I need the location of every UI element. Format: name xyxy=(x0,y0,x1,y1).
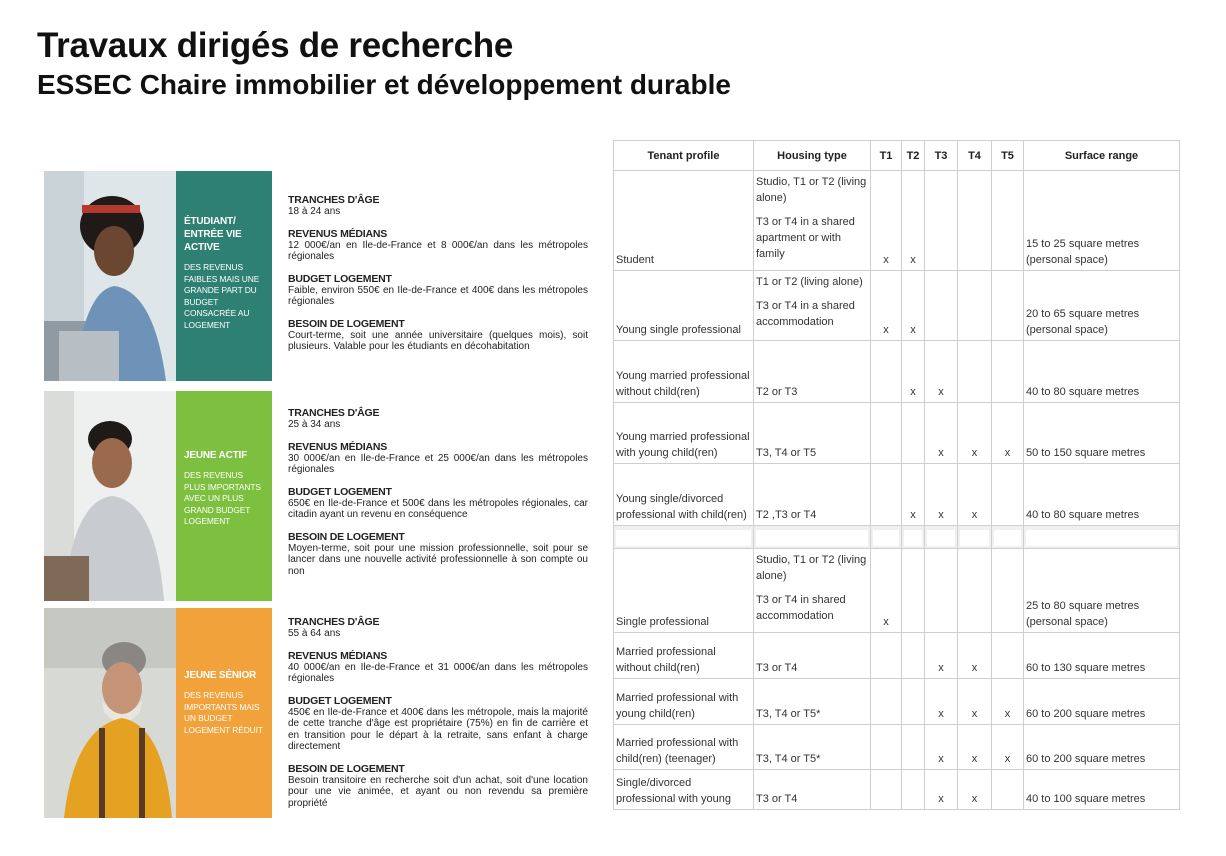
profile-card-young-active xyxy=(44,391,272,601)
type-mark-t2: x xyxy=(902,271,925,341)
type-mark-t1 xyxy=(871,633,902,679)
type-mark-t5 xyxy=(992,341,1024,403)
housing-type-cell: T3, T4 or T5 xyxy=(754,403,871,464)
band-student xyxy=(176,171,272,381)
surface-range-cell: 15 to 25 square metres (personal space) xyxy=(1024,171,1180,271)
need-label: BESOIN DE LOGEMENT xyxy=(288,762,405,775)
band-title: ÉTUDIANT/ ENTRÉE VIE ACTIVE xyxy=(184,216,242,253)
housing-type-cell xyxy=(754,271,871,341)
income-value: 12 000€/an en Ile-de-France et 8 000€/an dans les métropoles régionales xyxy=(288,239,588,262)
separator-fill xyxy=(960,530,989,546)
table-row xyxy=(614,633,1180,679)
band-title: JEUNE SÉNIOR xyxy=(184,670,257,681)
housing-type-line: Studio, T1 or T2 (living alone) xyxy=(756,554,867,582)
type-mark-t4: x xyxy=(958,679,992,725)
page-subtitle: ESSEC Chaire immobilier et développement durable xyxy=(37,69,731,100)
surface-range-cell: 20 to 65 square metres (personal space) xyxy=(1024,271,1180,341)
table-row xyxy=(614,725,1180,770)
type-mark-t2 xyxy=(902,549,925,633)
type-mark-t3: x xyxy=(925,679,958,725)
type-mark-t4 xyxy=(958,171,992,271)
housing-type-line: Studio, T1 or T2 (living alone) xyxy=(756,176,867,204)
housing-type-cell: T2 or T3 xyxy=(754,341,871,403)
tenant-profile-cell: Young single/divorced professional with child(ren) xyxy=(614,464,754,526)
tenant-profile-cell: Married professional with young child(ren) xyxy=(614,679,754,725)
surface-range-cell: 40 to 80 square metres xyxy=(1024,341,1180,403)
separator-cell xyxy=(925,526,958,549)
type-mark-t4: x xyxy=(958,403,992,464)
age-value: 55 à 64 ans xyxy=(288,628,341,639)
tenant-profile-cell: Single/divorced professional with young xyxy=(614,770,754,810)
band-description: DES REVENUS IMPORTANTS MAIS UN BUDGET LOGEMENT RÉDUIT xyxy=(184,690,263,735)
type-mark-t2: x xyxy=(902,171,925,271)
column-header: T1 xyxy=(871,141,902,171)
type-mark-t2 xyxy=(902,770,925,810)
tenant-profile-cell: Married professional without child(ren) xyxy=(614,633,754,679)
tenant-profile-cell: Single professional xyxy=(614,549,754,633)
type-mark-t5 xyxy=(992,464,1024,526)
column-header: T2 xyxy=(902,141,925,171)
income-label: REVENUS MÉDIANS xyxy=(288,440,388,453)
type-mark-t1 xyxy=(871,770,902,810)
type-mark-t2 xyxy=(902,633,925,679)
housing-type-cell: T3 or T4 xyxy=(754,633,871,679)
page-title: Travaux dirigés de recherche xyxy=(37,26,514,65)
separator-fill xyxy=(904,530,922,546)
profile-info-senior xyxy=(288,616,588,819)
type-mark-t1 xyxy=(871,341,902,403)
budget-value: Faible, environ 550€ en Ile-de-France et 400€ dans les métropoles régionales xyxy=(288,284,588,307)
table-row xyxy=(614,464,1180,526)
separator-cell xyxy=(871,526,902,549)
tenant-profile-cell: Young married professional without child(ren) xyxy=(614,341,754,403)
budget-value: 650€ en Ile-de-France et 500€ dans les métropoles régionales, car citadin ayant un revenu en conséquence xyxy=(288,497,588,520)
band-senior xyxy=(176,608,272,818)
housing-type-line: T1 or T2 (living alone) xyxy=(756,276,863,288)
type-mark-t5: x xyxy=(992,403,1024,464)
type-mark-t1: x xyxy=(871,171,902,271)
need-value: Moyen-terme, soit pour une mission professionnelle, soit pour se lancer dans une nouvelle activité professionnelle à son compte ou non xyxy=(288,542,588,577)
age-value: 18 à 24 ans xyxy=(288,206,341,217)
type-mark-t3: x xyxy=(925,403,958,464)
young-active-photo xyxy=(44,391,176,601)
type-mark-t4 xyxy=(958,549,992,633)
budget-label: BUDGET LOGEMENT xyxy=(288,272,392,285)
type-mark-t4 xyxy=(958,271,992,341)
income-value: 40 000€/an en Ile-de-France et 31 000€/an dans les métropoles régionales xyxy=(288,661,588,684)
type-mark-t2: x xyxy=(902,341,925,403)
type-mark-t3: x xyxy=(925,633,958,679)
surface-range-cell: 25 to 80 square metres (personal space) xyxy=(1024,549,1180,633)
column-header: T5 xyxy=(992,141,1024,171)
type-mark-t3 xyxy=(925,549,958,633)
separator-cell xyxy=(992,526,1024,549)
type-mark-t4: x xyxy=(958,725,992,770)
tenant-profile-cell: Student xyxy=(614,171,754,271)
column-header: Housing type xyxy=(754,141,871,171)
income-label: REVENUS MÉDIANS xyxy=(288,227,388,240)
type-mark-t4: x xyxy=(958,633,992,679)
surface-range-cell: 60 to 200 square metres xyxy=(1024,725,1180,770)
column-header: T3 xyxy=(925,141,958,171)
type-mark-t1 xyxy=(871,403,902,464)
surface-range-cell: 40 to 100 square metres xyxy=(1024,770,1180,810)
tenant-profile-cell: Married professional with child(ren) (teenager) xyxy=(614,725,754,770)
separator-fill xyxy=(994,530,1021,546)
housing-type-cell: T3, T4 or T5* xyxy=(754,679,871,725)
housing-table xyxy=(613,140,1180,810)
surface-range-cell: 60 to 130 square metres xyxy=(1024,633,1180,679)
income-label: REVENUS MÉDIANS xyxy=(288,649,388,662)
type-mark-t1 xyxy=(871,679,902,725)
housing-type-cell: T2 ,T3 or T4 xyxy=(754,464,871,526)
separator-fill xyxy=(1026,530,1177,546)
table-row xyxy=(614,271,1180,341)
type-mark-t5 xyxy=(992,271,1024,341)
separator-fill xyxy=(873,530,899,546)
type-mark-t3 xyxy=(925,171,958,271)
separator-cell xyxy=(902,526,925,549)
housing-type-cell xyxy=(754,171,871,271)
separator-fill xyxy=(756,530,868,546)
band-description: DES REVENUS PLUS IMPORTANTS AVEC UN PLUS GRAND BUDGET LOGEMENT xyxy=(184,470,261,527)
type-mark-t3: x xyxy=(925,341,958,403)
column-header: Tenant profile xyxy=(614,141,754,171)
student-photo xyxy=(44,171,176,381)
type-mark-t5: x xyxy=(992,679,1024,725)
tenant-profile-cell: Young married professional with young child(ren) xyxy=(614,403,754,464)
table-header-row xyxy=(614,141,1180,171)
type-mark-t4: x xyxy=(958,770,992,810)
type-mark-t4 xyxy=(958,341,992,403)
table-row xyxy=(614,171,1180,271)
type-mark-t3: x xyxy=(925,464,958,526)
housing-type-cell xyxy=(754,549,871,633)
type-mark-t1: x xyxy=(871,271,902,341)
type-mark-t5 xyxy=(992,171,1024,271)
type-mark-t1 xyxy=(871,464,902,526)
table-body xyxy=(614,171,1180,810)
separator-cell xyxy=(958,526,992,549)
surface-range-cell: 60 to 200 square metres xyxy=(1024,679,1180,725)
need-label: BESOIN DE LOGEMENT xyxy=(288,317,405,330)
surface-range-cell: 40 to 80 square metres xyxy=(1024,464,1180,526)
age-label: TRANCHES D'ÂGE xyxy=(288,407,380,419)
type-mark-t1 xyxy=(871,725,902,770)
table-row xyxy=(614,679,1180,725)
type-mark-t2 xyxy=(902,679,925,725)
table-row xyxy=(614,341,1180,403)
need-value: Court-terme, soit une année universitaire (quelques mois), soit plusieurs. Valable pour les étudiants en décohabitation xyxy=(288,329,588,352)
type-mark-t5 xyxy=(992,633,1024,679)
table-row xyxy=(614,403,1180,464)
age-value: 25 à 34 ans xyxy=(288,419,341,430)
band-title: JEUNE ACTIF xyxy=(184,450,247,461)
type-mark-t5 xyxy=(992,549,1024,633)
age-label: TRANCHES D'ÂGE xyxy=(288,194,380,206)
housing-type-cell: T3 or T4 xyxy=(754,770,871,810)
budget-label: BUDGET LOGEMENT xyxy=(288,694,392,707)
housing-type-line: T3 or T4 in shared accommodation xyxy=(756,594,846,622)
separator-cell xyxy=(1024,526,1180,549)
profile-info-young-active xyxy=(288,407,588,587)
table-row xyxy=(614,770,1180,810)
housing-type-cell: T3, T4 or T5* xyxy=(754,725,871,770)
housing-type-line: T3 or T4 in a shared accommodation xyxy=(756,300,855,328)
separator-cell xyxy=(614,526,754,549)
surface-range-cell: 50 to 150 square metres xyxy=(1024,403,1180,464)
need-value: Besoin transitoire en recherche soit d'un achat, soit d'une location pour une vie animée, et ayant ou non revendu sa première propriété xyxy=(288,774,588,809)
housing-type-line: T3 or T4 in a shared apartment or with family xyxy=(756,216,855,260)
band-description: DES REVENUS FAIBLES MAIS UNE GRANDE PART DU BUDGET CONSACRÉE AU LOGEMENT xyxy=(184,262,260,330)
separator-fill xyxy=(616,530,751,546)
band-young-active xyxy=(176,391,272,601)
type-mark-t5 xyxy=(992,770,1024,810)
type-mark-t3: x xyxy=(925,770,958,810)
type-mark-t2 xyxy=(902,403,925,464)
profile-info-student xyxy=(288,194,588,363)
profile-card-student xyxy=(44,171,272,381)
type-mark-t3 xyxy=(925,271,958,341)
budget-label: BUDGET LOGEMENT xyxy=(288,485,392,498)
type-mark-t1: x xyxy=(871,549,902,633)
tenant-profile-cell: Young single professional xyxy=(614,271,754,341)
type-mark-t4: x xyxy=(958,464,992,526)
separator-fill xyxy=(927,530,955,546)
need-label: BESOIN DE LOGEMENT xyxy=(288,530,405,543)
table-row xyxy=(614,549,1180,633)
senior-photo xyxy=(44,608,176,818)
type-mark-t5: x xyxy=(992,725,1024,770)
income-value: 30 000€/an en Ile-de-France et 25 000€/an dans les métropoles régionales xyxy=(288,452,588,475)
separator-cell xyxy=(754,526,871,549)
profile-card-senior xyxy=(44,608,272,818)
type-mark-t2 xyxy=(902,725,925,770)
budget-value: 450€ en Ile-de-France et 400€ dans les métropole, mais la majorité de cette tranche d'âge est propriétaire (75%) en fin de carrière et en transition pour le départ à la retraite, sans enfant à charge directement xyxy=(288,706,588,752)
column-header: T4 xyxy=(958,141,992,171)
type-mark-t2: x xyxy=(902,464,925,526)
table-separator-row xyxy=(614,526,1180,549)
type-mark-t3: x xyxy=(925,725,958,770)
age-label: TRANCHES D'ÂGE xyxy=(288,616,380,628)
column-header: Surface range xyxy=(1024,141,1180,171)
